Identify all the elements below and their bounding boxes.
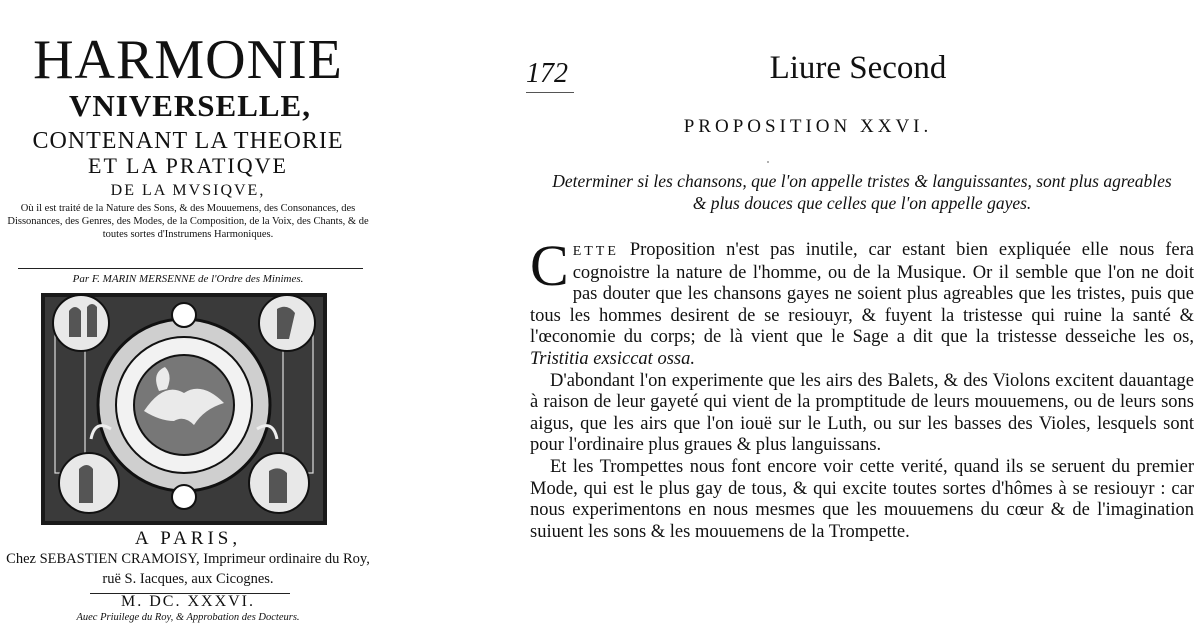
printer-line: Chez SEBASTIEN CRAMOISY, Imprimeur ordinaire du Roy,	[6, 551, 370, 567]
text-page	[518, 0, 1195, 633]
author-line: Par F. MARIN MERSENNE de l'Ordre des Minimes.	[72, 273, 304, 285]
paragraph	[530, 233, 1194, 371]
latin-quote: Tristitia exsiccat ossa.	[530, 348, 695, 369]
title-line-5: DE LA MVSIQVE,	[110, 182, 266, 199]
flourish-icon	[766, 160, 1026, 164]
thesis-line: Determiner si les chansons, que l'on appelle tristes & languissantes, sont plus agreables	[552, 171, 1172, 191]
small-caps: ETTE	[572, 244, 619, 259]
title-line-3: CONTENANT LA THEORIE	[32, 128, 344, 154]
drop-cap: C	[530, 233, 569, 298]
proposition-heading: PROPOSITION XXVI.	[683, 116, 933, 137]
frontispiece-engraving-icon	[41, 293, 327, 525]
paragraph-text: Proposition n'est pas inutile, car estant bien expliquée elle nous fera cognoistre la nature de l'homme, ou de la Musique. Or il semble que l'on ne doit pas douter que les chansons gayes ne soient plus agreables que les tristes, puis que tous les hommes desirent de se resiouyr, & fuyent la tristesse qui ruine la santé & l'œconomie du corps; de là vient que le Sage a dit que la tristesse desseiche les os,	[530, 240, 1194, 348]
running-head: Liure Second	[769, 50, 947, 86]
book-subtitle: VNIVERSELLE,	[69, 88, 311, 123]
title-page	[0, 0, 375, 633]
book-title: HARMONIE	[33, 29, 343, 91]
paragraph: Et les Trompettes nous font encore voir cette verité, quand ils se seruent du premier Mode, qui est le plus gay de tous, & qui excite toutes sortes d'hômes à se resiouyr : car nous experimentons en nous mesmes que les mouuemens du cœur & de l'imagination suiuent les sons & les mouuemens de la Trompette.	[530, 456, 1194, 542]
divider	[526, 92, 574, 93]
page-number: 172	[526, 58, 568, 89]
privilege-line: Auec Priuilege du Roy, & Approbation des Docteurs.	[76, 612, 300, 623]
address-line: ruë S. Iacques, aux Cicognes.	[102, 571, 274, 587]
thesis-line: & plus douces que celles que l'on appelle gayes.	[692, 193, 1032, 213]
divider	[18, 268, 363, 269]
title-description: Où il est traité de la Nature des Sons, & des Mouuemens, des Consonances, des Dissonances, des Genres, des Modes, de la Composition, de la Voix, des Chants, & de toutes sortes d'Instrumens Harmoniques.	[7, 203, 369, 240]
place-line: A PARIS,	[134, 528, 242, 549]
title-line-4: ET LA PRATIQVE	[88, 153, 288, 178]
thesis	[532, 170, 1192, 214]
body-text	[530, 233, 1194, 543]
paragraph: D'abondant l'on experimente que les airs des Balets, & des Violons excitent dauantage à raison de leur gayeté qui vient de la promptitude de leurs mouuemens, ou de leurs sons aigus, que les airs que l'on iouë sur le Luth, ou sur les basses des Violes, lesquels sont pour l'ordinaire plus graues & plus languissans.	[530, 370, 1194, 456]
year-line: M. DC. XXXVI.	[121, 593, 255, 610]
